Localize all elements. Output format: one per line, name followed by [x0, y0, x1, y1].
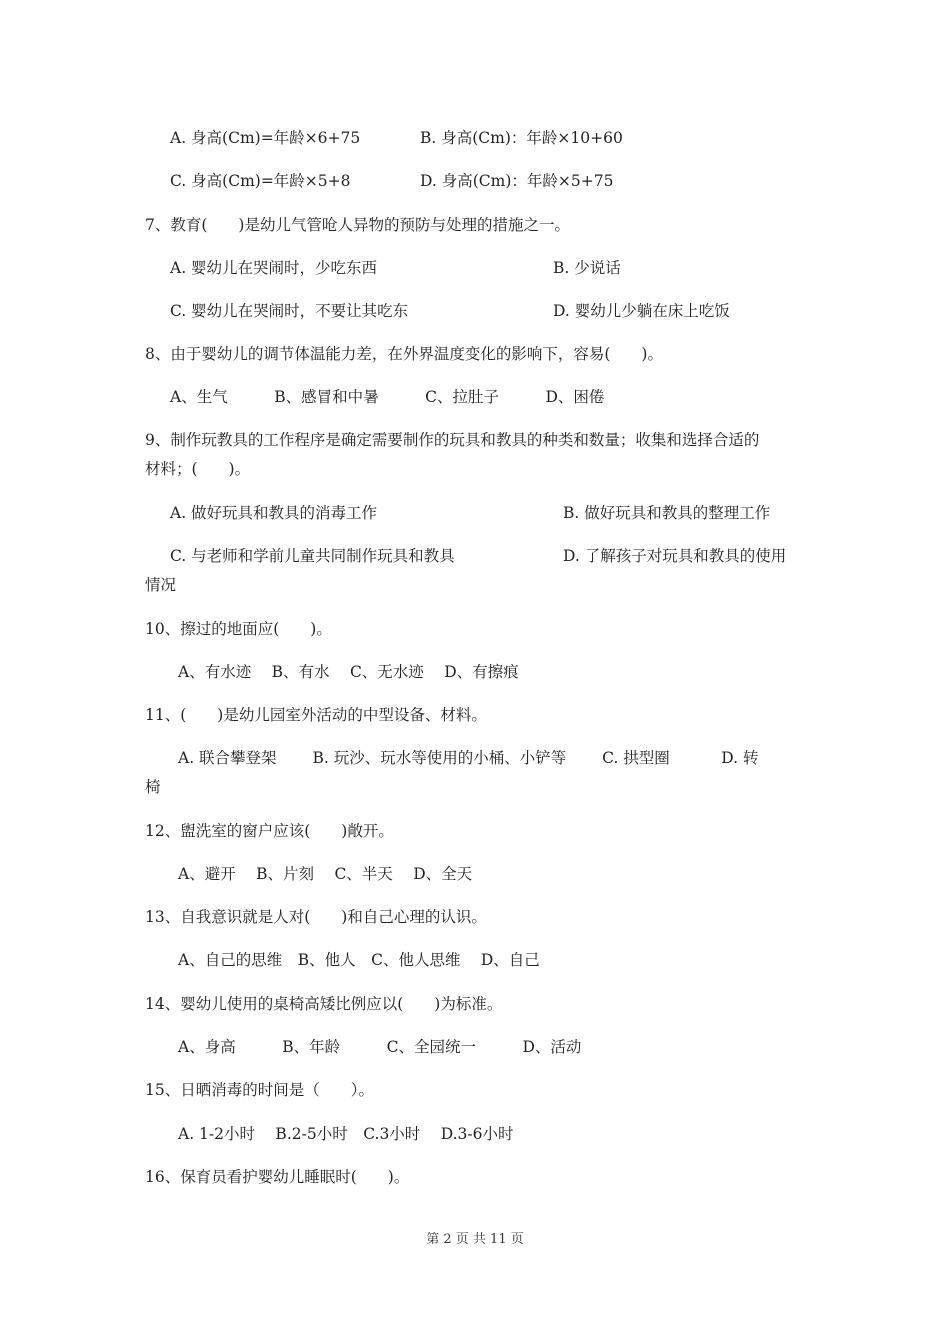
page-footer: 第 2 页 共 11 页 [426, 1232, 524, 1247]
q12-options: A、避开 B、片刻 C、半天 D、全天 [178, 865, 473, 883]
q10-options: A、有水迹 B、有水 C、无水迹 D、有擦痕 [178, 663, 519, 681]
q9-option-d-continued: 情况 [145, 576, 177, 594]
q8-question: 8、由于婴幼儿的调节体温能力差，在外界温度变化的影响下，容易( )。 [145, 345, 663, 363]
q16-question: 16、保育员看护婴幼儿睡眠时( )。 [145, 1168, 410, 1186]
q15-question: 15、日晒消毒的时间是（ ）。 [145, 1081, 374, 1099]
q14-question: 14、婴幼儿使用的桌椅高矮比例应以( )为标准。 [145, 995, 503, 1013]
q13-options: A、自己的思维 B、他人 C、他人思维 D、自己 [178, 951, 540, 969]
q7-option-a: A. 婴幼儿在哭闹时，少吃东西 [170, 259, 378, 277]
q7-question: 7、教育( )是幼儿气管呛人异物的预防与处理的措施之一。 [145, 216, 570, 234]
q12-question: 12、盥洗室的窗户应该( )敞开。 [145, 822, 394, 840]
q9-question-line2: 材料；( )。 [145, 460, 251, 478]
q6-option-c: C. 身高(Cm)=年龄×5+8 [170, 172, 351, 190]
q9-option-d: D. 了解孩子对玩具和教具的使用 [563, 547, 787, 565]
q11-options-continued: 椅 [145, 778, 161, 796]
q7-option-b: B. 少说话 [553, 259, 621, 277]
q15-options: A. 1-2小时 B.2-5小时 C.3小时 D.3-6小时 [178, 1125, 514, 1143]
q6-option-d: D. 身高(Cm)：年龄×5+75 [420, 172, 614, 190]
q14-options: A、身高 B、年龄 C、全园统一 D、活动 [178, 1038, 582, 1056]
q8-options: A、生气 B、感冒和中暑 C、拉肚子 D、困倦 [170, 388, 605, 406]
q13-question: 13、自我意识就是人对( )和自己心理的认识。 [145, 908, 487, 926]
q6-option-b: B. 身高(Cm)：年龄×10+60 [420, 129, 623, 147]
q7-option-c: C. 婴幼儿在哭闹时，不要让其吃东 [170, 302, 409, 320]
q7-option-d: D. 婴幼儿少躺在床上吃饭 [553, 302, 730, 320]
q10-question: 10、擦过的地面应( )。 [145, 620, 332, 638]
q6-option-a: A. 身高(Cm)=年龄×6+75 [170, 129, 361, 147]
q9-option-b: B. 做好玩具和教具的整理工作 [563, 504, 771, 522]
q9-question-line1: 9、制作玩教具的工作程序是确定需要制作的玩具和教具的种类和数量；收集和选择合适的 [145, 431, 760, 449]
q9-option-a: A. 做好玩具和教具的消毒工作 [170, 504, 378, 522]
q11-question: 11、( )是幼儿园室外活动的中型设备、材料。 [145, 706, 487, 724]
q11-options: A. 联合攀登架 B. 玩沙、玩水等使用的小桶、小铲等 C. 拱型圈 D. 转 [178, 749, 759, 767]
q9-option-c: C. 与老师和学前儿童共同制作玩具和教具 [170, 547, 455, 565]
